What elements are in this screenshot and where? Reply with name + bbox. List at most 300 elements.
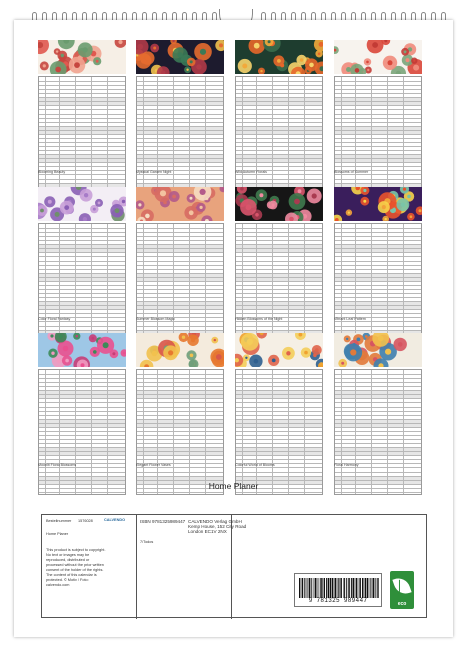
day-row-line <box>137 435 223 436</box>
member-column-line <box>387 77 388 201</box>
day-row-line <box>335 261 421 262</box>
banner-art <box>334 333 422 367</box>
day-row-line <box>137 142 223 143</box>
day-row-line <box>137 427 223 428</box>
day-row-line <box>39 472 125 473</box>
day-row-line <box>236 277 322 278</box>
day-row-line <box>39 89 125 90</box>
day-row-line <box>335 228 421 229</box>
day-row-line <box>335 269 421 270</box>
day-row-line <box>335 134 421 135</box>
day-row-line <box>236 138 322 139</box>
day-row-line <box>137 443 223 444</box>
day-row-line <box>236 443 322 444</box>
day-row-line <box>39 378 125 379</box>
day-row-line <box>39 101 125 102</box>
day-row-line <box>137 423 223 424</box>
day-row-line <box>137 378 223 379</box>
day-row-line <box>335 285 421 286</box>
publisher-address-2: London EC1V 2NX <box>188 529 227 534</box>
day-row-line <box>335 398 421 399</box>
member-column-line <box>387 370 388 494</box>
day-row-line <box>137 158 223 159</box>
day-row-line <box>39 374 125 375</box>
day-row-line <box>335 109 421 110</box>
member-column-line <box>341 224 342 348</box>
day-row-line <box>236 281 322 282</box>
planner-table <box>334 76 422 202</box>
day-row-line <box>39 158 125 159</box>
day-row-line <box>236 467 322 468</box>
day-row-line <box>137 451 223 452</box>
day-row-line <box>39 146 125 147</box>
imprint-footer <box>41 514 427 618</box>
day-row-line <box>335 85 421 86</box>
day-row-line <box>39 252 125 253</box>
day-row-line <box>236 301 322 302</box>
floral-banner <box>235 187 323 221</box>
day-row-line <box>335 297 421 298</box>
day-row-line <box>137 407 223 408</box>
day-row-line <box>39 492 125 493</box>
day-row-line <box>137 390 223 391</box>
day-row-line <box>39 97 125 98</box>
day-row-line <box>39 256 125 257</box>
floral-banner <box>38 40 126 74</box>
day-row-line <box>236 179 322 180</box>
day-row-line <box>236 293 322 294</box>
day-row-line <box>335 309 421 310</box>
day-row-line <box>236 150 322 151</box>
day-row-line <box>236 382 322 383</box>
day-row-line <box>39 261 125 262</box>
order-value: 1576028 <box>78 519 93 523</box>
day-row-line <box>236 228 322 229</box>
day-row-line <box>335 138 421 139</box>
day-row-line <box>137 150 223 151</box>
day-row-line <box>335 402 421 403</box>
day-row-line <box>236 330 322 331</box>
day-row-line <box>236 174 322 175</box>
day-row-line <box>137 402 223 403</box>
member-column-line <box>157 77 158 201</box>
member-column-line <box>59 77 60 201</box>
day-row-line <box>335 122 421 123</box>
day-row-line <box>39 459 125 460</box>
day-row-line <box>39 423 125 424</box>
day-row-line <box>236 166 322 167</box>
day-row-line <box>236 142 322 143</box>
day-row-line <box>335 386 421 387</box>
member-column-line <box>75 370 76 494</box>
day-row-line <box>335 146 421 147</box>
day-row-line <box>39 244 125 245</box>
day-row-line <box>137 81 223 82</box>
member-column-line <box>173 224 174 348</box>
month-caption: Color Floral Fantasy <box>38 317 71 321</box>
day-row-line <box>335 142 421 143</box>
banner-art <box>136 333 224 367</box>
day-row-line <box>236 402 322 403</box>
day-row-line <box>137 269 223 270</box>
day-row-line <box>137 277 223 278</box>
day-row-line <box>39 321 125 322</box>
day-row-line <box>39 166 125 167</box>
day-row-line <box>335 301 421 302</box>
day-row-line <box>39 130 125 131</box>
floral-banner <box>136 187 224 221</box>
floral-banner <box>334 333 422 367</box>
floral-banner <box>235 333 323 367</box>
day-row-line <box>335 93 421 94</box>
day-row-line <box>236 378 322 379</box>
day-row-line <box>39 174 125 175</box>
day-row-line <box>236 146 322 147</box>
day-row-line <box>137 122 223 123</box>
day-row-line <box>137 459 223 460</box>
day-row-line <box>236 386 322 387</box>
day-row-line <box>335 411 421 412</box>
day-row-line <box>137 166 223 167</box>
day-row-line <box>236 122 322 123</box>
day-row-line <box>335 130 421 131</box>
day-row-line <box>137 382 223 383</box>
leaf-icon <box>392 575 411 597</box>
day-row-line <box>335 89 421 90</box>
day-row-line <box>137 228 223 229</box>
member-column-line <box>59 224 60 348</box>
day-row-line <box>39 236 125 237</box>
day-row-line <box>236 435 322 436</box>
publisher-address-1: Kemp House, 152 City Road <box>188 524 247 529</box>
day-row-line <box>335 97 421 98</box>
member-column-line <box>304 370 305 494</box>
order-label: Bestellnummer <box>46 519 72 523</box>
day-row-line <box>236 158 322 159</box>
barcode-digits: 9 781325 989447 <box>308 597 368 604</box>
member-column-line <box>371 77 372 201</box>
member-column-line <box>143 370 144 494</box>
day-row-line <box>137 309 223 310</box>
day-row-line <box>39 402 125 403</box>
banner-art <box>235 187 323 221</box>
day-row-line <box>137 313 223 314</box>
planner-table <box>136 76 224 202</box>
banner-art <box>235 333 323 367</box>
day-row-line <box>335 326 421 327</box>
day-row-line <box>137 472 223 473</box>
day-row-line <box>236 289 322 290</box>
day-row-line <box>39 411 125 412</box>
day-row-line <box>335 244 421 245</box>
day-row-line <box>236 411 322 412</box>
day-row-line <box>335 419 421 420</box>
day-row-line <box>39 443 125 444</box>
day-row-line <box>335 114 421 115</box>
eco-label: eco <box>397 601 407 607</box>
day-row-line <box>39 81 125 82</box>
planner-table <box>38 76 126 202</box>
day-row-line <box>137 146 223 147</box>
day-row-line <box>236 374 322 375</box>
day-row-line <box>39 289 125 290</box>
day-row-line <box>335 407 421 408</box>
day-row-line <box>335 105 421 106</box>
planner-table <box>38 223 126 349</box>
day-row-line <box>236 285 322 286</box>
day-row-line <box>335 467 421 468</box>
day-row-line <box>236 459 322 460</box>
day-row-line <box>39 326 125 327</box>
day-row-line <box>236 240 322 241</box>
member-column-line <box>288 224 289 348</box>
member-column-line <box>355 224 356 348</box>
day-row-line <box>236 419 322 420</box>
day-row-line <box>39 142 125 143</box>
day-row-line <box>335 174 421 175</box>
floral-banner <box>334 40 422 74</box>
day-row-line <box>335 118 421 119</box>
isbn-barcode <box>294 573 382 607</box>
day-row-line <box>236 114 322 115</box>
member-column-line <box>157 224 158 348</box>
planner-table <box>136 223 224 349</box>
day-row-line <box>236 427 322 428</box>
day-row-line <box>137 265 223 266</box>
day-row-line <box>335 382 421 383</box>
day-row-line <box>236 252 322 253</box>
day-row-line <box>39 248 125 249</box>
month-caption: Blooming Beauty <box>38 170 66 174</box>
member-column-line <box>288 370 289 494</box>
day-row-line <box>335 158 421 159</box>
banner-art <box>38 40 126 74</box>
day-row-line <box>39 407 125 408</box>
day-row-line <box>335 459 421 460</box>
day-row-line <box>335 305 421 306</box>
day-row-line <box>39 273 125 274</box>
day-row-line <box>236 321 322 322</box>
day-row-line <box>137 285 223 286</box>
banner-art <box>235 40 323 74</box>
member-column-line <box>45 77 46 201</box>
day-row-line <box>39 382 125 383</box>
day-row-line <box>39 109 125 110</box>
floral-banner <box>136 40 224 74</box>
day-row-line <box>335 240 421 241</box>
day-row-line <box>137 138 223 139</box>
day-row-line <box>236 101 322 102</box>
day-row-line <box>236 97 322 98</box>
day-row-line <box>137 394 223 395</box>
member-column-line <box>205 370 206 494</box>
day-row-line <box>236 431 322 432</box>
day-row-line <box>39 415 125 416</box>
day-row-line <box>236 455 322 456</box>
member-column-line <box>59 370 60 494</box>
day-row-line <box>335 166 421 167</box>
day-row-line <box>236 256 322 257</box>
day-row-line <box>137 415 223 416</box>
day-row-line <box>236 269 322 270</box>
day-row-line <box>39 293 125 294</box>
day-row-line <box>137 419 223 420</box>
day-row-line <box>236 415 322 416</box>
member-column-line <box>256 370 257 494</box>
day-row-line <box>236 85 322 86</box>
day-row-line <box>39 398 125 399</box>
day-row-line <box>39 439 125 440</box>
member-column-line <box>173 370 174 494</box>
day-row-line <box>137 85 223 86</box>
day-row-line <box>137 162 223 163</box>
day-row-line <box>137 232 223 233</box>
day-row-line <box>335 150 421 151</box>
planner-table <box>235 369 323 495</box>
day-row-line <box>39 447 125 448</box>
member-column-line <box>173 77 174 201</box>
day-row-line <box>236 439 322 440</box>
day-row-line <box>137 248 223 249</box>
month-caption: Moonlit Floral Blossoms <box>38 463 77 467</box>
day-row-line <box>39 126 125 127</box>
day-row-line <box>39 297 125 298</box>
day-row-line <box>137 439 223 440</box>
day-row-line <box>39 427 125 428</box>
day-row-line <box>137 134 223 135</box>
member-column-line <box>157 370 158 494</box>
day-row-line <box>236 154 322 155</box>
day-row-line <box>236 273 322 274</box>
day-row-line <box>137 281 223 282</box>
member-column-line <box>371 224 372 348</box>
day-row-line <box>335 427 421 428</box>
day-row-line <box>236 162 322 163</box>
day-row-line <box>137 476 223 477</box>
day-row-line <box>137 101 223 102</box>
member-column-line <box>91 77 92 201</box>
day-row-line <box>236 398 322 399</box>
day-row-line <box>137 130 223 131</box>
day-row-line <box>39 330 125 331</box>
day-row-line <box>39 451 125 452</box>
banner-art <box>136 40 224 74</box>
member-column-line <box>403 370 404 494</box>
day-row-line <box>137 297 223 298</box>
month-caption: Mystical Garden Night <box>136 170 172 174</box>
day-row-line <box>335 273 421 274</box>
day-row-line <box>39 138 125 139</box>
banner-art <box>38 333 126 367</box>
member-column-line <box>272 77 273 201</box>
day-row-line <box>39 232 125 233</box>
month-caption: Colorful World of Blooms <box>235 463 275 467</box>
day-row-line <box>335 154 421 155</box>
day-row-line <box>236 93 322 94</box>
day-row-line <box>236 261 322 262</box>
member-column-line <box>75 77 76 201</box>
day-row-line <box>39 269 125 270</box>
day-row-line <box>137 293 223 294</box>
member-column-line <box>355 77 356 201</box>
day-row-line <box>39 281 125 282</box>
day-row-line <box>137 398 223 399</box>
day-row-line <box>335 439 421 440</box>
day-row-line <box>137 97 223 98</box>
day-row-line <box>137 273 223 274</box>
member-column-line <box>256 77 257 201</box>
isbn: ISBN 9781325989447 <box>140 519 186 524</box>
day-row-line <box>335 248 421 249</box>
floral-banner <box>38 187 126 221</box>
day-row-line <box>39 309 125 310</box>
month-caption: Blossoms of Summer <box>334 170 369 174</box>
day-row-line <box>39 394 125 395</box>
day-row-line <box>236 134 322 135</box>
planner-table <box>235 223 323 349</box>
day-row-line <box>39 85 125 86</box>
eco-badge <box>390 571 414 609</box>
floral-banner <box>334 187 422 221</box>
day-row-line <box>335 374 421 375</box>
day-row-line <box>236 109 322 110</box>
day-row-line <box>137 244 223 245</box>
day-row-line <box>39 179 125 180</box>
format-code: 7/Todos <box>140 540 154 544</box>
day-row-line <box>39 118 125 119</box>
footer-column-order <box>42 515 137 619</box>
day-row-line <box>39 285 125 286</box>
day-row-line <box>137 256 223 257</box>
day-row-line <box>39 183 125 184</box>
member-column-line <box>45 370 46 494</box>
day-row-line <box>137 411 223 412</box>
day-row-line <box>39 313 125 314</box>
day-row-line <box>335 321 421 322</box>
day-row-line <box>137 321 223 322</box>
member-column-line <box>143 224 144 348</box>
day-row-line <box>236 313 322 314</box>
day-row-line <box>335 256 421 257</box>
day-row-line <box>236 390 322 391</box>
day-row-line <box>335 492 421 493</box>
day-row-line <box>39 114 125 115</box>
day-row-line <box>137 105 223 106</box>
day-row-line <box>236 248 322 249</box>
day-row-line <box>137 252 223 253</box>
day-row-line <box>236 81 322 82</box>
day-row-line <box>335 390 421 391</box>
member-column-line <box>107 224 108 348</box>
day-row-line <box>39 277 125 278</box>
day-row-line <box>335 443 421 444</box>
day-row-line <box>137 93 223 94</box>
member-column-line <box>75 224 76 348</box>
member-column-line <box>371 370 372 494</box>
day-row-line <box>236 118 322 119</box>
day-row-line <box>236 297 322 298</box>
day-row-line <box>335 313 421 314</box>
floral-banner <box>235 40 323 74</box>
day-row-line <box>236 423 322 424</box>
member-column-line <box>189 77 190 201</box>
planner-table <box>235 76 323 202</box>
member-column-line <box>91 370 92 494</box>
day-row-line <box>39 476 125 477</box>
day-row-line <box>335 330 421 331</box>
day-row-line <box>137 179 223 180</box>
day-row-line <box>137 118 223 119</box>
